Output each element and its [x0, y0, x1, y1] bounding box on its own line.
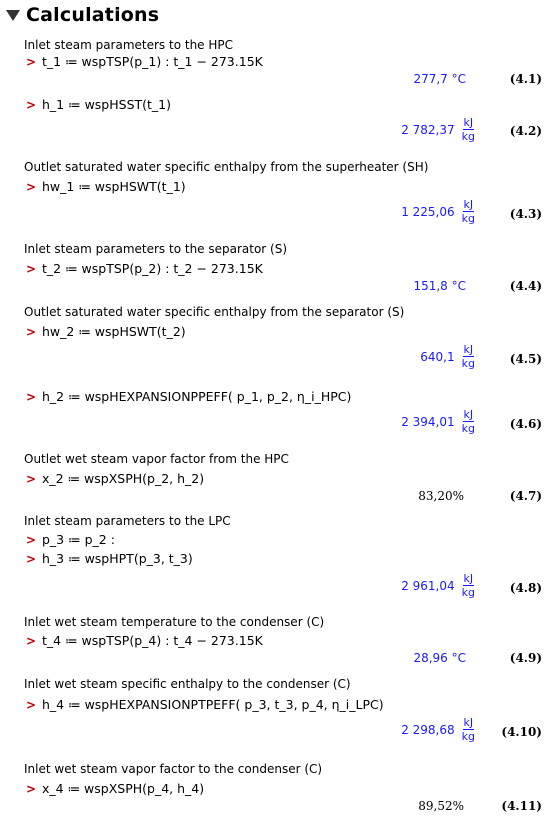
- result-value: 83,20%: [418, 489, 464, 503]
- result-value: 2 298,68: [401, 722, 455, 737]
- input-line[interactable]: [26, 633, 263, 648]
- result-row: [420, 343, 476, 370]
- unit-denominator: kg: [461, 212, 475, 225]
- result-value: 28,96 °C: [413, 651, 466, 665]
- unit-fraction: [461, 116, 476, 143]
- command-text[interactable]: x_2 ≔ wspXSPH(p_2, h_2): [42, 471, 205, 486]
- result-value: 2 961,04: [401, 578, 455, 593]
- unit-denominator: kg: [461, 357, 475, 370]
- note-text: Outlet wet steam vapor factor from the HPC: [24, 452, 289, 466]
- result-row: [401, 116, 476, 143]
- result-row: [401, 716, 476, 743]
- unit-denominator: kg: [461, 730, 475, 743]
- input-line[interactable]: [26, 261, 263, 276]
- result-value: 151,8 °C: [413, 279, 466, 293]
- command-text[interactable]: t_2 ≔ wspTSP(p_2) : t_2 − 273.15K: [42, 261, 263, 276]
- prompt-icon: >: [26, 781, 37, 796]
- equation-label: (4.2): [509, 124, 542, 138]
- unit-fraction: [461, 343, 476, 370]
- result-value: 2 782,37: [401, 122, 455, 137]
- input-line[interactable]: [26, 97, 171, 112]
- section-title: Calculations: [26, 4, 160, 26]
- command-text[interactable]: h_4 ≔ wspHEXPANSIONPTPEFF( p_3, t_3, p_4, η_i_LPC): [42, 697, 384, 712]
- note-text: Inlet steam parameters to the HPC: [24, 38, 234, 52]
- prompt-icon: >: [26, 697, 37, 712]
- prompt-icon: >: [26, 532, 37, 547]
- input-line[interactable]: [26, 179, 186, 194]
- unit-denominator: kg: [461, 130, 475, 143]
- input-line[interactable]: [26, 324, 186, 339]
- result-row: [401, 198, 476, 225]
- prompt-icon: >: [26, 389, 37, 404]
- prompt-icon: >: [26, 471, 37, 486]
- unit-fraction: [461, 408, 476, 435]
- prompt-icon: >: [26, 633, 37, 648]
- unit-numerator: kJ: [463, 198, 474, 211]
- prompt-icon: >: [26, 97, 37, 112]
- note-text: Inlet steam parameters to the LPC: [24, 514, 231, 528]
- result-value: 277,7 °C: [413, 72, 466, 86]
- result-value: 640,1: [420, 349, 455, 364]
- note-text: Inlet wet steam temperature to the condenser (C): [24, 615, 325, 629]
- command-text[interactable]: x_4 ≔ wspXSPH(p_4, h_4): [42, 781, 205, 796]
- prompt-icon: >: [26, 54, 37, 69]
- unit-fraction: [461, 572, 476, 599]
- input-line[interactable]: [26, 389, 351, 404]
- input-line[interactable]: [26, 781, 204, 796]
- input-line[interactable]: [26, 471, 204, 486]
- note-text: Inlet wet steam vapor factor to the condenser (C): [24, 762, 323, 776]
- result-value: 89,52%: [418, 799, 464, 813]
- prompt-icon: >: [26, 324, 37, 339]
- command-text[interactable]: t_4 ≔ wspTSP(p_4) : t_4 − 273.15K: [42, 633, 263, 648]
- prompt-icon: >: [26, 551, 37, 566]
- note-text: Inlet steam parameters to the separator (S): [24, 242, 288, 256]
- equation-label: (4.8): [509, 581, 542, 595]
- unit-numerator: kJ: [463, 572, 474, 585]
- input-line[interactable]: [26, 54, 263, 69]
- collapse-triangle-icon[interactable]: [6, 10, 20, 21]
- note-text: Outlet saturated water specific enthalpy from the superheater (SH): [24, 160, 429, 174]
- command-text[interactable]: h_3 ≔ wspHPT(p_3, t_3): [42, 551, 193, 566]
- unit-numerator: kJ: [463, 116, 474, 129]
- unit-fraction: [461, 198, 476, 225]
- command-text[interactable]: hw_1 ≔ wspHSWT(t_1): [42, 179, 186, 194]
- note-text: Outlet saturated water specific enthalpy from the separator (S): [24, 305, 405, 319]
- result-value: 2 394,01: [401, 414, 455, 429]
- equation-label: (4.9): [509, 651, 542, 665]
- command-text[interactable]: h_1 ≔ wspHSST(t_1): [42, 97, 172, 112]
- result-row: [401, 408, 476, 435]
- input-line[interactable]: [26, 697, 384, 712]
- equation-label: (4.5): [509, 352, 542, 366]
- equation-label: (4.11): [501, 799, 542, 813]
- prompt-icon: >: [26, 261, 37, 276]
- command-text[interactable]: hw_2 ≔ wspHSWT(t_2): [42, 324, 186, 339]
- prompt-icon: >: [26, 179, 37, 194]
- equation-label: (4.4): [509, 279, 542, 293]
- equation-label: (4.10): [501, 725, 542, 739]
- unit-denominator: kg: [461, 586, 475, 599]
- equation-label: (4.1): [509, 72, 542, 86]
- result-row: [401, 572, 476, 599]
- unit-numerator: kJ: [463, 408, 474, 421]
- equation-label: (4.6): [509, 417, 542, 431]
- command-text[interactable]: h_2 ≔ wspHEXPANSIONPPEFF( p_1, p_2, η_i_HPC): [42, 389, 352, 404]
- section-header: [4, 2, 159, 28]
- note-text: Inlet wet steam specific enthalpy to the condenser (C): [24, 677, 351, 691]
- unit-fraction: [461, 716, 476, 743]
- equation-label: (4.3): [509, 207, 542, 221]
- equation-label: (4.7): [509, 489, 542, 503]
- input-line[interactable]: [26, 532, 115, 547]
- command-text[interactable]: p_3 ≔ p_2 :: [42, 532, 115, 547]
- input-line[interactable]: [26, 551, 193, 566]
- unit-numerator: kJ: [463, 716, 474, 729]
- unit-numerator: kJ: [463, 343, 474, 356]
- result-value: 1 225,06: [401, 204, 455, 219]
- unit-denominator: kg: [461, 422, 475, 435]
- command-text[interactable]: t_1 ≔ wspTSP(p_1) : t_1 − 273.15K: [42, 54, 263, 69]
